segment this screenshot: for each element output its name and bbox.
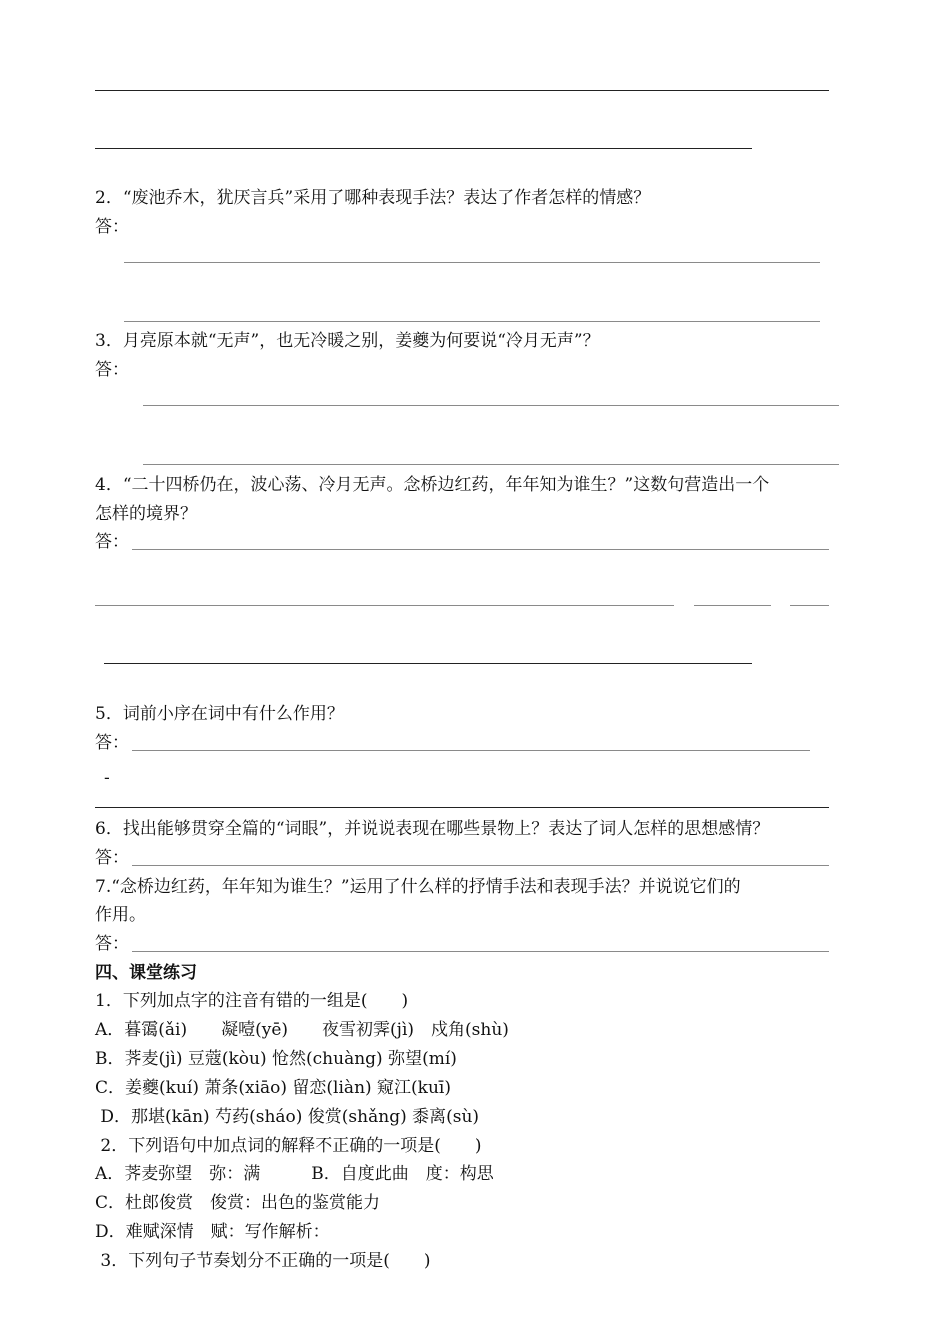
question-4-line2: 怎样的境界？ (95, 504, 197, 524)
answer-line (790, 605, 829, 606)
answer-line (124, 321, 820, 322)
answer-line (95, 605, 674, 606)
answer-line (124, 262, 820, 263)
answer-line (143, 464, 839, 465)
exercise-1-option-a: A．暮霭(ǎi) 凝噎(yē) 夜雪初霁(jì) 戍角(shù) (95, 1020, 509, 1040)
answer-line (143, 405, 839, 406)
answer-label: 答： (95, 360, 129, 380)
question-2: 2．“废池乔木，犹厌言兵”采用了哪种表现手法？表达了作者怎样的情感？ (95, 188, 651, 208)
answer-label: 答： (95, 934, 129, 954)
exercise-2-option-ab: A．荠麦弥望 弥：满 B．自度此曲 度：构思 (95, 1164, 494, 1184)
answer-label: 答： (95, 532, 129, 552)
question-6: 6．找出能够贯穿全篇的“词眼”，并说说表现在哪些景物上？表达了词人怎样的思想感情？ (95, 819, 770, 839)
exercise-2-option-d: D．难赋深情 赋：写作解析： (95, 1222, 330, 1242)
answer-label: 答： (95, 733, 129, 753)
exercise-1-option-b: B．荠麦(jì) 豆蔻(kòu) 怆然(chuàng) 弥望(mí) (95, 1049, 457, 1069)
answer-line (95, 807, 829, 808)
exercise-2-question: 2．下列语句中加点词的解释不正确的一项是( ) (95, 1136, 482, 1156)
answer-line (132, 549, 829, 550)
question-7-line1: 7.“念桥边红药，年年知为谁生？”运用了什么样的抒情手法和表现手法？并说说它们的 (95, 877, 741, 897)
exercise-1-question: 1．下列加点字的注音有错的一组是( ) (95, 991, 409, 1011)
answer-line (95, 90, 829, 91)
answer-line (104, 663, 752, 664)
question-7-line2: 作用。 (95, 905, 146, 925)
answer-line (132, 951, 829, 952)
exercise-2-option-c: C．杜郎俊赏 俊赏：出色的鉴赏能力 (95, 1193, 381, 1213)
question-4-line1: 4．“二十四桥仍在，波心荡、冷月无声。念桥边红药，年年知为谁生？”这数句营造出一个 (95, 475, 770, 495)
exercise-3-question: 3．下列句子节奏划分不正确的一项是( ) (95, 1251, 431, 1271)
question-3: 3．月亮原本就“无声”，也无冷暖之别，姜夔为何要说“冷月无声”？ (95, 331, 600, 351)
question-5: 5．词前小序在词中有什么作用？ (95, 704, 344, 724)
answer-line (132, 865, 829, 866)
answer-line (132, 750, 810, 751)
dash-mark: - (104, 768, 110, 788)
section-heading: 四、课堂练习 (95, 963, 197, 983)
answer-label: 答： (95, 217, 129, 237)
answer-line (694, 605, 771, 606)
answer-label: 答： (95, 848, 129, 868)
answer-line (95, 148, 752, 149)
exercise-1-option-d: D．那堪(kān) 芍药(sháo) 俊赏(shǎng) 黍离(sù) (95, 1107, 480, 1127)
exercise-1-option-c: C．姜夔(kuí) 萧条(xiāo) 留恋(liàn) 窥江(kuī) (95, 1078, 452, 1098)
